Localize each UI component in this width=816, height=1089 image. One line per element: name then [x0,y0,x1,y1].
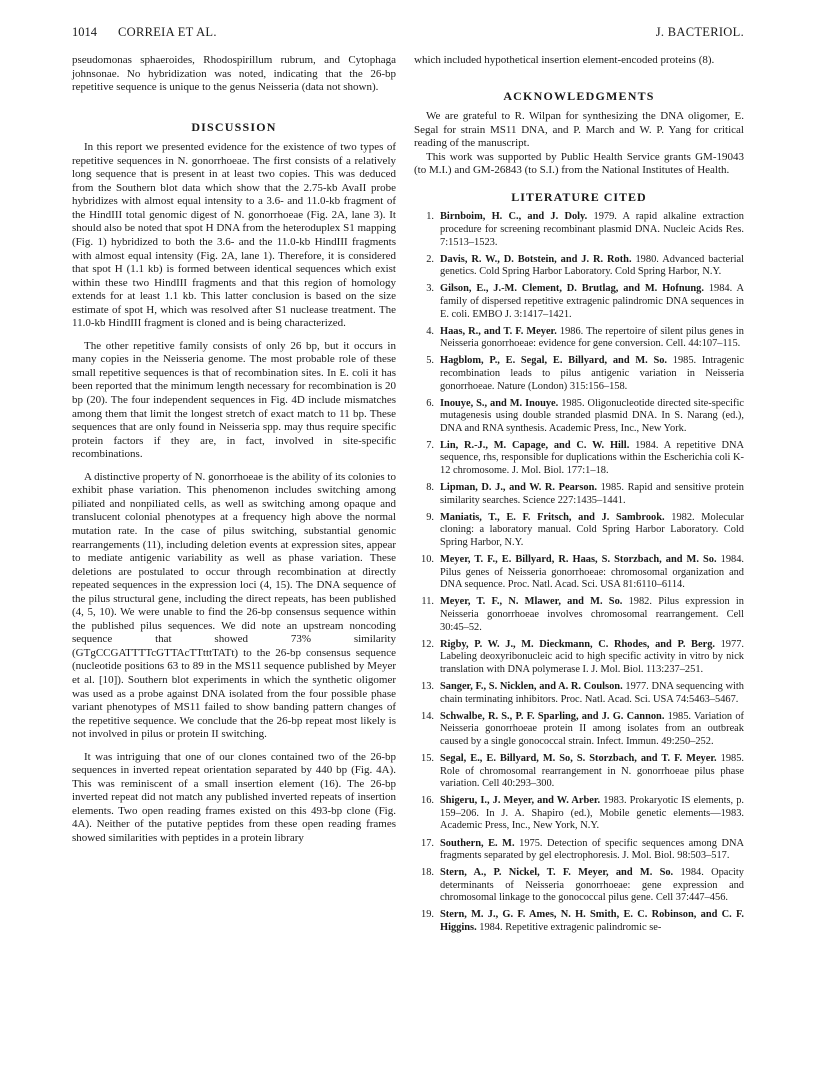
reference-number: 16. [421,795,434,807]
reference-item [414,512,744,550]
reference-number: 7. [426,439,434,451]
reference-authors: Gilson, E., J.-M. Clement, D. Brutlag, and M. Hofnung. [440,283,704,295]
reference-text: 1985. Variation of Neisseria gonorrhoeae protein II among isolates from an outbreak caused by a single gonococcal strain. Infect. Immun. 49:250–252. [440,710,744,747]
reference-text: 1975. Detection of specific sequences among DNA fragments separated by gel electrophoresis. J. Mol. Biol. 98:503–517. [440,837,744,862]
reference-number: 3. [426,283,434,295]
reference-number: 8. [426,482,434,494]
reference-number: 1. [426,211,434,223]
running-head-authors: CORREIA ET AL. [118,25,217,39]
discussion-continuation: which included hypothetical insertion element-encoded proteins (8). [414,54,715,66]
reference-text: 1983. Prokaryotic IS elements, p. 159–206. In J. A. Shapiro (ed.), Mobile genetic elements—1983. Academic Press, Inc., New York, N.Y. [440,795,745,832]
reference-authors: Maniatis, T., E. F. Fritsch, and J. Sambrook. [440,511,665,523]
reference-text: 1985. Oligonucleotide directed site-specific mutagenesis using double stranded plasmid DNA. In S. Narang (ed.), DNA and RNA synthesis. Academic Press, Inc., New York. [440,397,744,434]
reference-authors: Meyer, T. F., N. Mlawer, and M. So. [440,596,623,608]
reference-list [414,211,744,934]
running-head-journal: J. BACTERIOL. [655,25,744,39]
reference-number: 10. [421,554,434,566]
left-column [72,54,396,846]
reference-number: 6. [426,397,434,409]
reference-number: 14. [421,710,434,722]
reference-item [414,355,744,393]
reference-item [414,326,744,351]
reference-text: 1984. A family of dispersed repetitive extragenic palindromic DNA sequences in E. coli. EMBO J. 3:1417–1421. [440,283,744,320]
reference-number: 15. [421,752,434,764]
reference-authors: Stern, A., P. Nickel, T. F. Meyer, and M. So. [440,867,674,879]
results-continuation: pseudomonas sphaeroides, Rhodospirillum rubrum, and Cytophaga johnsonae. No hybridization was noted, indicating that the 26-bp repetitive sequence is unique to the genus Neisseria (data not shown). [72,54,396,94]
reference-authors: Lipman, D. J., and W. R. Pearson. [440,482,597,494]
discussion-paragraph: It was intriguing that one of our clones contained two of the 26-bp sequences in inverted repeat orientation separated by 440 bp (Fig. 4A). This was reminiscent of a small insertion element (16). The 26-bp inverted repeat did not match any published inverted repeats of insertion elements. Two open reading frames existed on this 493-bp clone (Fig. 4A). Neither of the putative peptides from these open reading frames showed similarities with peptides in a protein library [72,750,396,844]
reference-authors: Haas, R., and T. F. Meyer. [440,325,557,337]
reference-text: 1986. The repertoire of silent pilus genes in Neisseria gonorrhoeae: evidence for gene conversion. Cell. 44:107–115. [440,325,745,350]
reference-text: 1979. A rapid alkaline extraction procedure for screening recombinant plasmid DNA. Nucleic Acids Res. 7:1513–1523. [440,211,744,248]
page-header [72,25,744,43]
reference-text: 1984. A repetitive DNA sequence, rhs, responsible for duplications within the Escherichia coli K-12 chromosome. J. Mol. Biol. 177:1–18. [440,439,744,477]
reference-text: 1984. Pilus genes of Neisseria gonorrhoeae: chromosomal organization and DNA sequence. Proc. Natl. Acad. Sci. USA 81:6110–6114. [440,554,745,591]
reference-text: 1982. Molecular cloning: a laboratory manual. Cold Spring Harbor Laboratory. Cold Spring Harbor, N.Y. [440,511,744,549]
reference-authors: Hagblom, P., E. Segal, E. Billyard, and M. So. [440,355,668,367]
reference-item [414,867,744,905]
reference-number: 5. [426,355,434,367]
reference-authors: Meyer, T. F., E. Billyard, R. Haas, S. Storzbach, and M. So. [440,554,717,566]
reference-text: 1984. Repetitive extragenic palindromic se- [476,922,662,934]
reference-item [414,283,744,321]
right-column [414,54,744,939]
literature-cited-heading: LITERATURE CITED [511,189,647,204]
reference-authors: Segal, E., E. Billyard, M. So, S. Storzbach, and T. F. Meyer. [440,752,717,764]
reference-item [414,254,744,279]
reference-item [414,554,744,592]
reference-number: 17. [421,837,434,849]
reference-item [414,711,744,749]
reference-text: 1985. Intragenic recombination leads to pilus antigenic variation in Neisseria gonorrhoeae. Nature (London) 315:156–158. [440,355,744,392]
reference-item [414,482,744,507]
acknowledgments-heading: ACKNOWLEDGMENTS [503,88,655,103]
reference-text: 1982. Pilus expression in Neisseria gonorrhoeae involves chromosomal rearrangement. Cell 30:45–52. [440,596,744,633]
reference-number: 12. [421,638,434,650]
reference-authors: Southern, E. M. [440,837,515,849]
reference-number: 9. [426,511,434,523]
reference-item [414,211,744,249]
reference-item [414,639,744,677]
reference-authors: Inouye, S., and M. Inouye. [440,397,559,409]
reference-authors: Davis, R. W., D. Botstein, and J. R. Roth. [440,253,632,265]
reference-text: 1980. Advanced bacterial genetics. Cold Spring Harbor Laboratory. Cold Spring Harbor, N.Y. [440,253,745,278]
reference-item [414,681,744,706]
reference-authors: Lin, R.-J., M. Capage, and C. W. Hill. [440,439,630,451]
reference-item [414,909,744,934]
acknowledgment-paragraph: This work was supported by Public Health Service grants GM-19043 (to M.I.) and GM-26843 (to S.I.) from the National Institutes of Health. [414,150,744,177]
reference-item [414,753,744,791]
discussion-paragraph: The other repetitive family consists of only 26 bp, but it occurs in many copies in the Neisseria genome. The most probable role of these small repetitive sequences is that of recombination sites. In E. coli it has been reported that the minimum length necessary for recombination is 20 bp (20). The four independent sequences in Fig. 4D include mismatches among them that limit the longest stretch of exact match to 11 bp. These sequences that are only found in Neisseria spp. may thus require specific protein factors if they are, in fact, involved in site-specific recombinations. [72,339,396,461]
reference-number: 18. [421,867,434,879]
reference-item [414,398,744,436]
reference-text: 1977. DNA sequencing with chain terminating inhibitors. Proc. Natl. Acad. Sci. USA 74:5463–5467. [440,680,744,705]
reference-text: 1985. Rapid and sensitive protein similarity searches. Science 227:1435–1441. [440,482,744,506]
reference-authors: Sanger, F., S. Nicklen, and A. R. Coulson. [440,680,623,692]
reference-authors: Stern, M. J., G. F. Ames, N. H. Smith, E. C. Robinson, and C. F. Higgins. [440,909,744,934]
reference-number: 11. [421,596,434,608]
reference-authors: Schwalbe, R. S., P. F. Sparling, and J. G. Cannon. [440,710,665,722]
reference-authors: Rigby, P. W. J., M. Dieckmann, C. Rhodes, and P. Berg. [440,638,715,650]
reference-text: 1977. Labeling deoxyribonucleic acid to high specific activity in vitro by nick translation with DNA polymerase I. J. Mol. Biol. 113:237–251. [440,638,744,675]
reference-item [414,838,744,863]
reference-number: 2. [426,253,434,265]
reference-number: 19. [421,909,434,921]
reference-item [414,795,744,833]
page-number: 1014 [72,25,97,39]
acknowledgment-paragraph: We are grateful to R. Wilpan for synthesizing the DNA oligomer, E. Segal for strain MS11 DNA, and P. March and W. P. Yang for critical reading of the manuscript. [414,110,744,150]
discussion-paragraph: In this report we presented evidence for the existence of two types of repetitive sequences in N. gonorrhoeae. The first consists of a relatively long sequence that is present in at least two copies. This was deduced from the Southern blot data which show that the 2.75-kb AvaII probe hybridizes with almost equal intensity to a 3.6- and 11.0-kb fragment of the HindIII total genomic digest of N. gonorrhoeae (Fig. 2A, lane 3). It should also be noted that spot H DNA from the heteroduplex S1 mapping (Fig. 1) hybridized to both the 3.6- and the 11.0-kb HindIII fragments with almost equal intensity (Fig. 2A, lane 1). Therefore, it is considered that spot H (1.1 kb) is formed between identical sequences which exist within these two HindIII fragments and that this region of homology extends for at least 1.1 kb. This latter conclusion is based on the size estimate of spot H, which was resolved after S1 nuclease treatment. The 11.0-kb HindIII fragment is cloned and is being characterized. [72,141,396,330]
reference-item [414,440,744,478]
reference-number: 13. [421,680,434,692]
reference-item [414,596,744,634]
reference-text: 1984. Opacity determinants of Neisseria gonorrhoeae: gene expression and chromosomal linkage to the gonococcal pilus gene. Cell 37:447–456. [440,867,744,904]
reference-number: 4. [426,325,434,337]
reference-authors: Birnboim, H. C., and J. Doly. [440,211,588,223]
discussion-heading: DISCUSSION [191,119,277,134]
reference-authors: Shigeru, I., J. Meyer, and W. Arber. [440,795,601,807]
reference-text: 1985. Role of chromosomal rearrangement in N. gonorrhoeae pilus phase variation. Cell 40:293–300. [440,752,744,790]
discussion-paragraph: A distinctive property of N. gonorrhoeae is the ability of its colonies to exhibit phase variation. This phenomenon includes switching among piliated and nonpiliated cells, as well as switching among opaque and translucent colonial phenotypes at a frequency high above the normal mutation rate. In the case of pilus switching, substantial genomic rearrangements (11), including deletion events at expression sites, appear to mediate antigenic variability as well as phase variation. These deletions are postulated to occur through recombination at directly repeated sequences in the expression loci (4, 15). The DNA sequence of the pilus structural gene, including the direct repeats, has been published (4, 5, 10). We were unable to find the 26-bp consensus sequence within the published pilus sequences. We did note an upstream noncoding sequence that showed 73% similarity (GTgCCGATTTTcGTTAcTTtttTATt) to the 26-bp consensus sequence (nucleotide positions 63 to 89 in the MS11 sequence published by Meyer et al. [10]). Southern blot experiments in which the synthetic oligomer was used as a probe against DNA isolated from the four possible phase variant phenotypes of MS11 failed to show banding pattern changes of the repetitive sequence. We conclude that the 26-bp repeat most likely is not involved in pilus or protein II switching. [72,470,396,741]
